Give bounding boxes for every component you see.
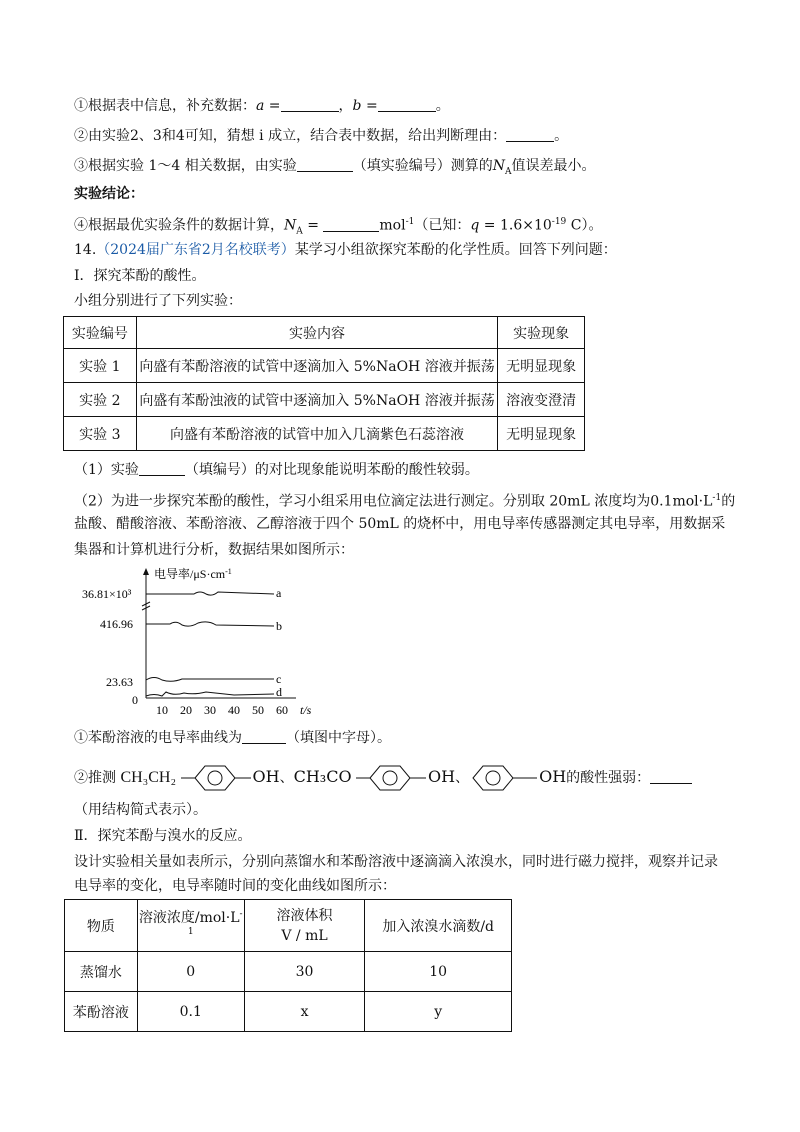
answer-blank-exp[interactable] [297, 157, 353, 172]
x-tick-label: 30 [204, 703, 216, 717]
header-cell: 实验内容 [136, 317, 498, 349]
sub1-suffix: （填编号）的对比现象能说明苯酚的酸性较弱。 [184, 462, 479, 478]
var-a: a = [256, 98, 281, 114]
ethyl-group: CH₃CH₂ [120, 769, 177, 786]
sub2-q2 [74, 762, 692, 792]
benzene-ring-2 [356, 763, 428, 793]
answer-blank-sub1[interactable] [139, 461, 185, 476]
experiment-table [63, 316, 585, 451]
end: 。 [435, 98, 450, 114]
conductivity-chart [74, 562, 334, 722]
q13-line-3 [74, 156, 595, 182]
part2-title: Ⅱ．探究苯酚与溴水的反应。 [74, 828, 252, 844]
q-unit: C）。 [566, 217, 603, 234]
bromine-table [64, 899, 512, 1032]
q13-line-1 [74, 96, 450, 116]
table-cell: 10 [365, 952, 512, 992]
eq: = [302, 217, 324, 234]
table-cell: 0.1 [137, 992, 244, 1032]
q-eq: = 1.6×10 [479, 217, 552, 234]
answer-blank-curve[interactable] [242, 729, 286, 744]
table-cell: 苯酚溶液 [65, 992, 138, 1032]
unit: mol [379, 217, 406, 234]
x-tick-label: 40 [228, 703, 240, 717]
table-row [64, 383, 585, 417]
table-cell: 实验 3 [64, 417, 137, 451]
concentration: 0.1mol·L [650, 493, 713, 510]
na-sub: A [296, 226, 303, 237]
q13-line4-text: ④根据最优实验条件的数据计算， [74, 217, 284, 234]
sub2-q2-note: （用结构简式表示）。 [74, 802, 207, 818]
x-tick-label: 20 [180, 703, 192, 717]
x-tick-label: 50 [252, 703, 264, 717]
na-sub: A [504, 166, 512, 177]
sub2-q2-tail: 的酸性强弱： [566, 770, 651, 786]
header-cell: 实验现象 [498, 317, 585, 349]
table-header-row [65, 900, 512, 952]
conc-sup: -1 [712, 493, 722, 503]
q14-stem [74, 240, 617, 260]
table-cell: 蒸馏水 [65, 952, 138, 992]
part1-title: Ⅰ．探究苯酚的酸性。 [74, 268, 206, 284]
q-symbol: q [470, 217, 480, 234]
unit-sup: -1 [405, 217, 415, 227]
sep: 、 [455, 770, 470, 786]
sub2-text-end: 的 [721, 493, 736, 510]
q13-line-4 [74, 212, 602, 241]
q13-line2-text: ②由实验2、3和4可知，猜想 i 成立，结合表中数据，给出判断理由： [74, 128, 507, 144]
given: （已知： [414, 217, 471, 234]
table-cell: 无明显现象 [498, 417, 585, 451]
table-cell: 向盛有苯酚溶液的试管中加入几滴紫色石蕊溶液 [136, 417, 498, 451]
table-row [64, 349, 585, 383]
sub2-q1-suffix: （填图中字母）。 [286, 730, 391, 746]
part1-intro: 小组分别进行了下列实验： [74, 293, 242, 309]
part2-line1: 设计实验相关量如表所示，分别向蒸馏水和苯酚溶液中逐滴滴入浓溴水，同时进行磁力搅拌，观察并记录 [74, 854, 718, 870]
benzene-ring-1 [181, 763, 253, 793]
q13-line3-tail: 值误差最小。 [511, 158, 596, 174]
x-ticks [156, 703, 312, 717]
answer-blank-acidity[interactable] [650, 769, 692, 784]
y-tick-label: 0 [132, 693, 138, 707]
sub1-prefix: （1）实验 [74, 462, 139, 478]
y-tick-label: 36.81×10³ [82, 587, 132, 601]
question-stem: 某学习小组欲探究苯酚的化学性质。回答下列问题： [294, 242, 617, 258]
q-exp: -19 [551, 217, 567, 227]
sep: ， [338, 98, 353, 114]
series-label: d [276, 685, 282, 699]
q13-line3-suffix: （填实验编号）测算的 [352, 158, 493, 174]
hydroxyl: OH [252, 767, 280, 786]
table-row [64, 417, 585, 451]
sub2-q2-prefix: ②推测 [74, 770, 116, 786]
answer-blank-na[interactable] [323, 217, 379, 232]
table-cell: 实验 1 [64, 349, 137, 383]
var-b: b = [352, 98, 378, 114]
y-tick-label: 23.63 [106, 675, 133, 689]
header-cell: 溶液浓度$/mol\cdot L^{-1}$ [137, 900, 244, 952]
table-cell: 30 [244, 952, 365, 992]
conclusion-heading: 实验结论： [74, 186, 144, 202]
sub2-line2: 盐酸、醋酸溶液、苯酚溶液、乙醇溶液于四个 50mL 的烧杯中，用电导率传感器测定其电导率，用数据采 [74, 516, 726, 532]
series-a-line [146, 592, 274, 595]
series-d-line [146, 692, 274, 696]
acetyl-group: CH₃CO [293, 767, 352, 786]
table-cell: 向盛有苯酚浊液的试管中逐滴加入 5%NaOH 溶液并振荡 [136, 383, 498, 417]
table-cell: 无明显现象 [498, 349, 585, 383]
part2-line2: 电导率的变化，电导率随时间的变化曲线如图所示： [74, 878, 396, 894]
na-symbol: N [284, 217, 297, 234]
table-cell: 实验 2 [64, 383, 137, 417]
q13-line-2 [74, 126, 568, 146]
x-tick-label: 10 [156, 703, 168, 717]
y-axis-label: 电导率$/\mu S\cdot cm^{-1}$ [154, 567, 232, 581]
na-symbol: N [492, 158, 505, 174]
question-number: 14. [74, 242, 97, 258]
series-b-line [146, 622, 274, 626]
table-cell: 溶液变澄清 [498, 383, 585, 417]
sub2-q1 [74, 728, 391, 748]
header-cell: 实验编号 [64, 317, 137, 349]
header-cell: 物质 [65, 900, 138, 952]
table-cell: y [365, 992, 512, 1032]
x-axis-label: t/s [300, 703, 312, 717]
series-label: c [276, 672, 282, 686]
sub2-q1-prefix: ①苯酚溶液的电导率曲线为 [74, 730, 242, 746]
sub2-line1 [74, 488, 735, 512]
table-row [65, 952, 512, 992]
table-cell: 0 [137, 952, 244, 992]
table-header-row [64, 317, 585, 349]
series-label: b [276, 619, 282, 633]
hydroxyl: OH [428, 767, 456, 786]
benzene-ring-3 [469, 763, 539, 793]
table-row [65, 992, 512, 1032]
y-tick-label: 416.96 [100, 617, 133, 631]
series-c-line [146, 678, 274, 682]
header-cell: 加入浓溴水滴数/d [365, 900, 512, 952]
hydroxyl: OH [539, 767, 567, 786]
header-cell: 溶液体积 V / mL [244, 900, 365, 952]
answer-blank-reason[interactable] [506, 127, 554, 142]
q13-line1-text: ①根据表中信息，补充数据： [74, 98, 256, 114]
sub1 [74, 460, 479, 480]
y-axis-arrow [143, 568, 149, 575]
q13-line3-text: ③根据实验 1～4 相关数据，由实验 [74, 158, 297, 174]
table-cell: x [244, 992, 365, 1032]
series-label: a [276, 586, 282, 600]
end: 。 [554, 128, 569, 144]
x-tick-label: 60 [276, 703, 288, 717]
sep: 、 [279, 770, 294, 786]
answer-blank-b[interactable] [378, 97, 436, 112]
sub2-text: （2）为进一步探究苯酚的酸性，学习小组采用电位滴定法进行测定。分别取 20mL 浓度均为 [74, 493, 651, 510]
question-source: （2024届广东省2月名校联考） [96, 242, 295, 258]
sub2-line3: 集器和计算机进行分析，数据结果如图所示： [74, 542, 354, 558]
table-cell: 向盛有苯酚溶液的试管中逐滴加入 5%NaOH 溶液并振荡 [136, 349, 498, 383]
answer-blank-a[interactable] [281, 97, 339, 112]
